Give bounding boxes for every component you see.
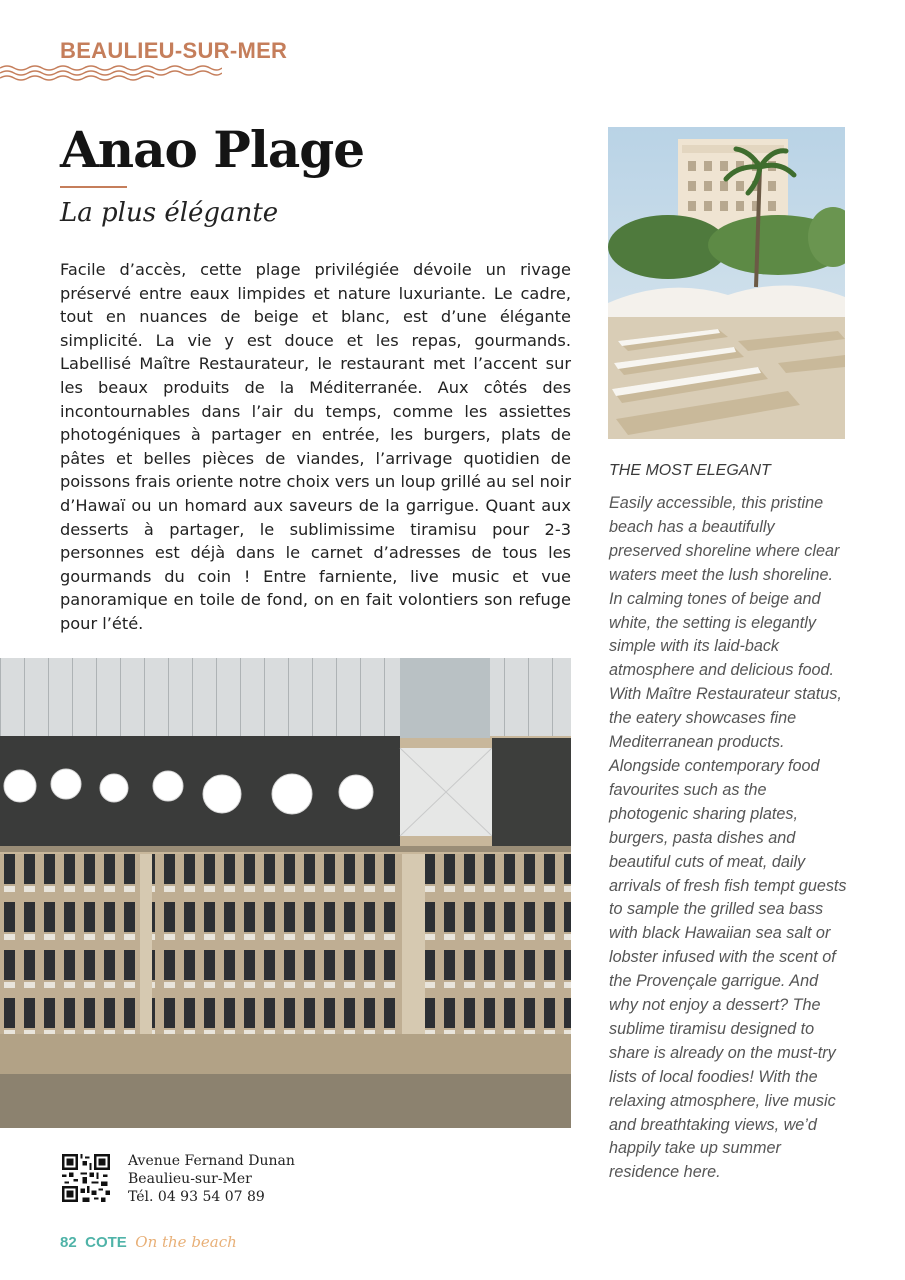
aerial-beach-photo [0,658,571,1128]
article-body-french: Facile d’accès, cette plage privilégiée dévoile un rivage préservé entre eaux limpides et nature luxuriante. Le cadre, tout en nuances de beige et blanc, est d’une élégante simplicité. La vie y est douce et les repas, gourmands. Labellisé Maître Restaurateur, le restaurant met l’accent sur les beaux produits de la Méditerranée. Aux côtés des incontournables dans l’air du temps, comme les assiettes photogéniques à partager en entrée, les burgers, plats de pâtes et belles pièces de viandes, l’arrivage quotidien de poissons frais oriente notre choix vers un loup grillé au sel noir d’Hawaï ou un homard aux saveurs de la garrigue. Quant aux desserts à partager, le sublimissime tiramisu pour 2-3 personnes est déjà dans le carnet d’adresses de tous les gourmands du coin ! Entre farniente, live music et vue panoramique en toile de fond, on en fait volontiers son refuge pour l’été. [60,260,571,633]
page-number: 82 [60,1234,77,1251]
article-body-english: Easily accessible, this pristine beach has a beautifully preserved shoreline where clear waters meet the lush shoreline. In calming tones of beige and white, the setting is elegantly simple with its laid-back atmosphere and delicious food. With Maître Restaurateur status, the eatery showcases fine Mediterranean products. Alongside contemporary food favourites such as the photogenic sharing plates, burgers, pasta dishes and beautiful cuts of meat, daily arrivals of fresh fish tempt guests to sample the grilled sea bass with black Hawaiian sea salt or lobster infused with the scent of the Provençale garrigue. And why not enjoy a dessert? The sublime tiramisu designed to share is already on the must-try lists of local foodies! With the relaxing atmosphere, live music and breathtaking views, we’d happily take up summer residence here. [609,494,847,1182]
address-street: Avenue Fernand Dunan [128,1153,295,1169]
wave-divider [0,64,222,82]
qr-code[interactable] [62,1154,110,1202]
page-footer [60,1233,237,1252]
magazine-name: COTE [85,1234,127,1251]
section-label: BEAULIEU-SUR-MER [60,38,288,63]
english-heading: THE MOST ELEGANT [609,462,771,479]
article-title: Anao Plage [60,120,365,179]
title-underline [60,186,127,188]
article-subtitle: La plus élégante [60,198,279,228]
address-city: Beaulieu-sur-Mer [128,1171,252,1187]
hotel-beach-photo [608,127,845,439]
address-phone[interactable]: Tél. 04 93 54 07 89 [128,1189,265,1205]
contact-address [128,1152,295,1206]
magazine-section: On the beach [135,1233,237,1251]
